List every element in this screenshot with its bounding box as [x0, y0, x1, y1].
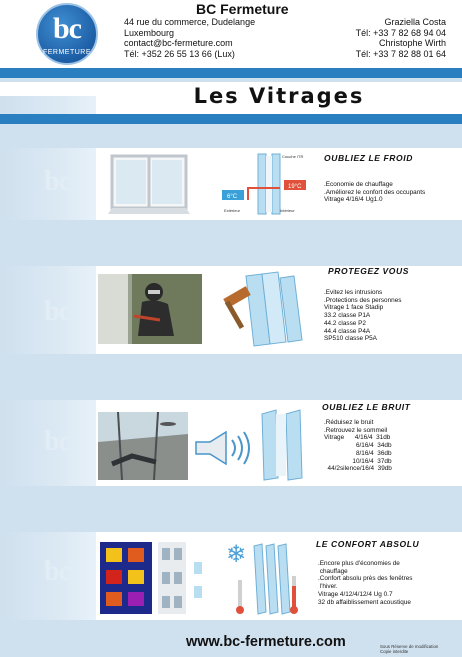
contact-persons: Graziella Costa Tél: +33 7 82 68 94 04 Christophe Wirth Tél: +33 7 82 88 01 64: [355, 17, 446, 59]
section-confort: [96, 532, 462, 620]
band-divider: [0, 486, 462, 532]
acoustic-glass-diagram: [258, 408, 312, 482]
company-logo: bc FERMETURE: [36, 3, 98, 65]
insulating-glass-diagram: [218, 150, 336, 218]
thermometer-cold-icon: [238, 580, 242, 608]
burglar-photo: [98, 274, 202, 344]
watermark-logo: bc: [44, 426, 70, 457]
top-accent-bar: [0, 68, 462, 78]
relaxing-terrace-photo: [98, 412, 188, 480]
section-text: .Encore plus d'économies de chauffage .Confort absolu près des fenêtres l'hiver. Vitrage 4/12/4/12/4 Ug 0.7 32 db affaiblissement acoustique: [318, 560, 413, 606]
section-protection: [96, 266, 462, 354]
warm-temp-label: 19°C: [288, 184, 302, 190]
legal-note: Sous Réserve de modification Copie interdite: [380, 644, 439, 654]
band-divider: [0, 124, 462, 148]
laminated-glass-diagram: [222, 270, 316, 350]
watermark-logo: bc: [44, 556, 70, 587]
interior-label: Intérieur: [280, 208, 295, 213]
page-title: Les Vitrages: [193, 84, 365, 108]
section-text: .Evitez les intrusions .Protections des personnes Vitrage 1 face Stadip 33.2 classe P1A 44.2 classe P2 44.4 classe P4A SP510 classe P5A: [324, 289, 402, 343]
window-photo: [106, 152, 192, 216]
section-text: .Réduisez le bruit .Retrouvez le sommeil Vitrage 4/16/4 31db 6/16/4 34db 8/16/4 36db 10/16/4 37db 44/2silence/16/4 39db: [324, 419, 392, 473]
website-link[interactable]: www.bc-fermeture.com: [186, 634, 346, 650]
section-title: OUBLIEZ LE FROID: [324, 153, 413, 163]
section-title: PROTEGEZ VOUS: [328, 266, 410, 276]
company-address: 44 rue du commerce, Dudelange Luxembourg contact@bc-fermeture.com Tél: +352 26 55 13 66 (Lux): [124, 17, 256, 59]
watermark-logo: bc: [44, 166, 70, 197]
title-accent-bar: [0, 114, 462, 124]
snowflake-icon: ❄: [226, 540, 247, 568]
coating-label: Couche ITR: [282, 154, 304, 159]
section-froid: [96, 148, 462, 220]
watermark-logo: bc: [44, 296, 70, 327]
cold-temp-label: 6°C: [227, 194, 238, 200]
megaphone-icon: [192, 428, 254, 468]
thermal-camera-photo: [100, 542, 212, 614]
exterior-label: Extérieur: [224, 208, 241, 213]
band-divider: [0, 220, 462, 266]
section-title: LE CONFORT ABSOLU: [316, 539, 420, 549]
header: [0, 0, 462, 68]
company-name: BC Fermeture: [196, 1, 289, 17]
triple-glazing-diagram: [224, 540, 306, 620]
hammer-handle: [225, 301, 244, 329]
band-divider: [0, 354, 462, 400]
airplane-shape: [160, 422, 176, 426]
section-bruit: [96, 400, 462, 486]
section-text: .Economie de chauffage .Améliorez le confort des occupants Vitrage 4/16/4 Ug1.0: [324, 181, 426, 204]
section-title: OUBLIEZ LE BRUIT: [322, 402, 411, 412]
